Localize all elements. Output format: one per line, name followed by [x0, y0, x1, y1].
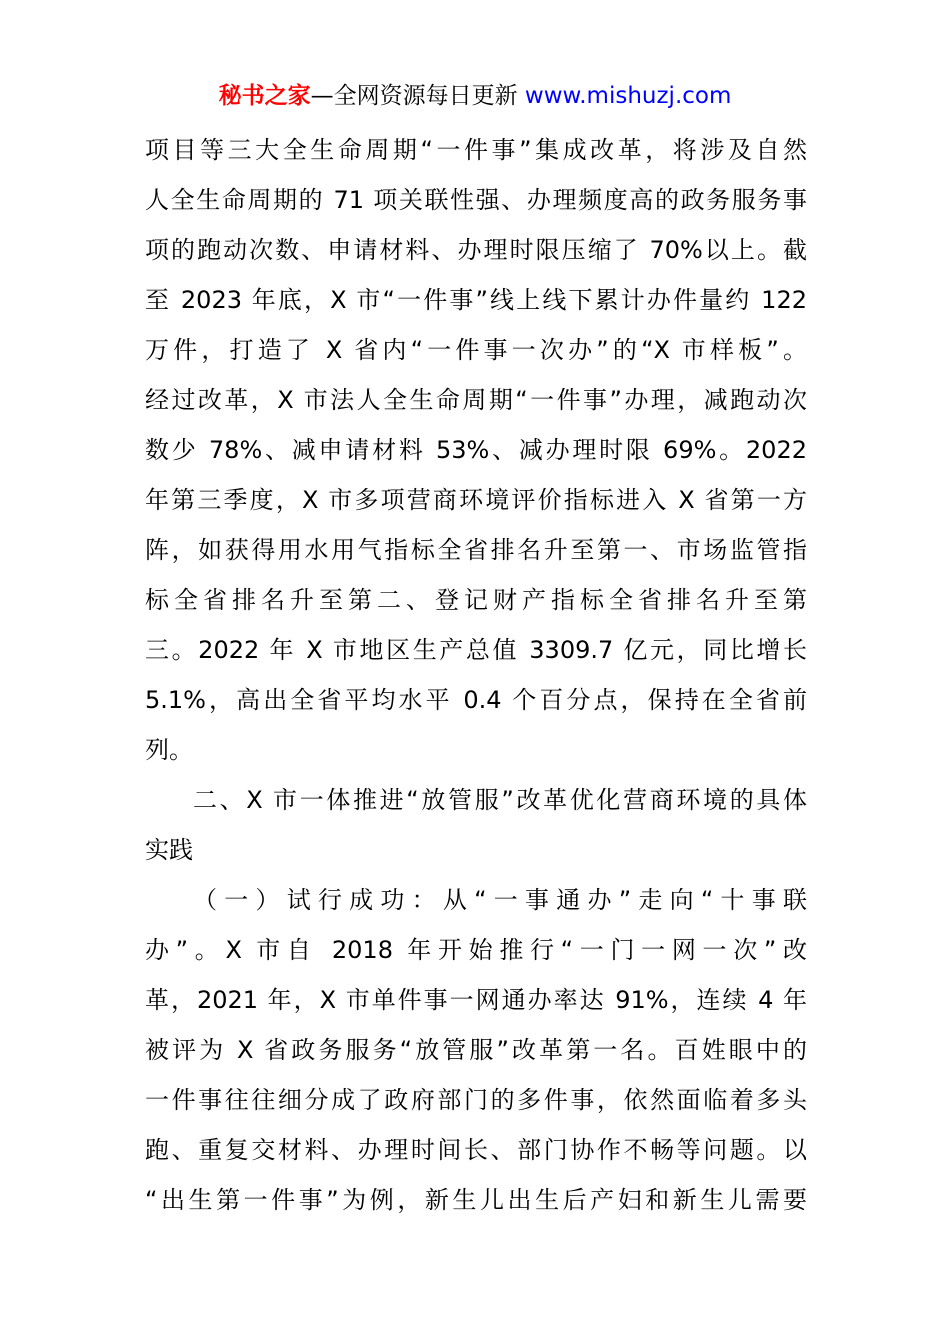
- text-line: 经过改革，X 市法人全生命周期“一件事”办理，减跑动次: [145, 386, 807, 414]
- site-brand: 秘书之家: [218, 83, 311, 109]
- text-line: 革，2021 年，X 市单件事一网通办率达 91%，连续 4 年: [145, 986, 807, 1014]
- text-line: 项的跑动次数、申请材料、办理时限压缩了 70%以上。截: [145, 236, 807, 264]
- site-url-link[interactable]: www.mishuzj.com: [524, 83, 732, 109]
- text-line: 年第三季度，X 市多项营商环境评价指标进入 X 省第一方: [145, 486, 807, 514]
- text-line: 标全省排名升至第二、登记财产指标全省排名升至第: [145, 586, 807, 614]
- text-line: 5.1%，高出全省平均水平 0.4 个百分点，保持在全省前: [145, 686, 807, 714]
- text-line: 一件事往往细分成了政府部门的多件事，依然面临着多头: [145, 1086, 807, 1114]
- text-line: 至 2023 年底，X 市“一件事”线上线下累计办件量约 122: [145, 286, 807, 314]
- section-heading-continued: 实践: [145, 836, 193, 864]
- text-line: 被评为 X 省政务服务“放管服”改革第一名。百姓眼中的: [145, 1036, 807, 1064]
- text-line: 人全生命周期的 71 项关联性强、办理频度高的政务服务事: [145, 186, 807, 214]
- document-body: [145, 125, 807, 1225]
- subsection-heading: （一）试行成功：从“一事通办”走向“十事联: [193, 886, 807, 914]
- page-header: [0, 80, 950, 112]
- text-line: 办”。X 市自 2018 年开始推行“一门一网一次”改: [145, 936, 807, 964]
- text-line: 数少 78%、减申请材料 53%、减办理时限 69%。2022: [145, 436, 807, 464]
- text-line: 列。: [145, 736, 193, 764]
- text-line: “出生第一件事”为例，新生儿出生后产妇和新生儿需要: [145, 1186, 807, 1214]
- text-line: 万件，打造了 X 省内“一件事一次办”的“X 市样板”。: [145, 336, 807, 364]
- text-line: 项目等三大全生命周期“一件事”集成改革，将涉及自然: [145, 136, 807, 164]
- site-tagline: —全网资源每日更新: [310, 83, 525, 109]
- text-line: 阵，如获得用水用气指标全省排名升至第一、市场监管指: [145, 536, 807, 564]
- text-line: 跑、重复交材料、办理时间长、部门协作不畅等问题。以: [145, 1136, 807, 1164]
- text-line: 三。2022 年 X 市地区生产总值 3309.7 亿元，同比增长: [145, 636, 807, 664]
- section-heading: 二、X 市一体推进“放管服”改革优化营商环境的具体: [193, 786, 807, 814]
